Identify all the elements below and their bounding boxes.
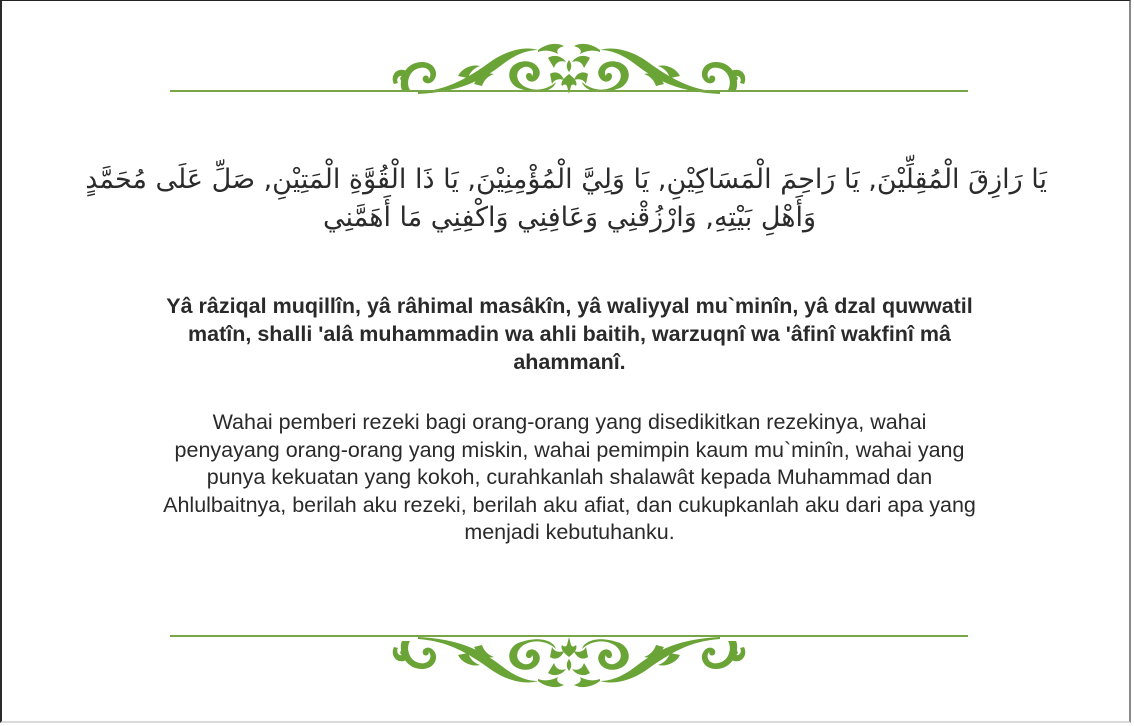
translation-text: [82, 409, 1057, 547]
translation-line: penyayang orang-orang yang miskin, wahai pemimpin kaum mu`minîn, wahai yang: [174, 437, 965, 462]
top-floral-ornament-icon: [388, 38, 750, 94]
transliteration-line: ahammanî.: [513, 350, 626, 374]
floral-scroll-ornament-icon: [388, 637, 750, 693]
translation-line: Ahlulbaitnya, berilah aku rezeki, berilah aku afiat, dan cukupkanlah aku dari apa yang: [163, 492, 976, 517]
translation-line: menjadi kebutuhanku.: [464, 520, 675, 545]
transliteration-text: [82, 292, 1057, 376]
top-divider-line: [170, 90, 968, 92]
translation-line: Wahai pemberi rezeki bagi orang-orang yang disedikitkan rezekinya, wahai: [212, 410, 927, 434]
translation-line: punya kekuatan yang kokoh, curahkanlah shalawât kepada Muhammad dan: [206, 465, 933, 490]
transliteration-line: Yâ râziqal muqillîn, yâ râhimal masâkîn, yâ waliyyal mu`minîn, yâ dzal quwwatil: [166, 294, 973, 318]
arabic-line: يَا رَازِقَ الْمُقِلِّيْنَ, يَا رَاحِمَ الْمَسَاكِيْنِ, يَا وَلِيَّ الْمُؤْمِنِيْنَ, يَا ذَا الْقُوَّةِ الْمَتِيْنِ, صَلِّ عَلَى مُحَمَّدٍ: [85, 164, 1047, 195]
transliteration-line: matîn, shalli 'alâ muhammadin wa ahli baitih, warzuqnî wa 'âfinî wakfinî mâ: [188, 322, 951, 346]
bottom-floral-ornament-icon: [388, 637, 750, 693]
floral-scroll-ornament-icon: [388, 38, 750, 94]
arabic-prayer-text: [85, 161, 1047, 237]
arabic-line: وَأَهْلِ بَيْتِهِ, وَارْزُقْنِي وَعَافِنِي وَاكْفِنِي مَا أَهَمَّنِي: [322, 202, 817, 233]
